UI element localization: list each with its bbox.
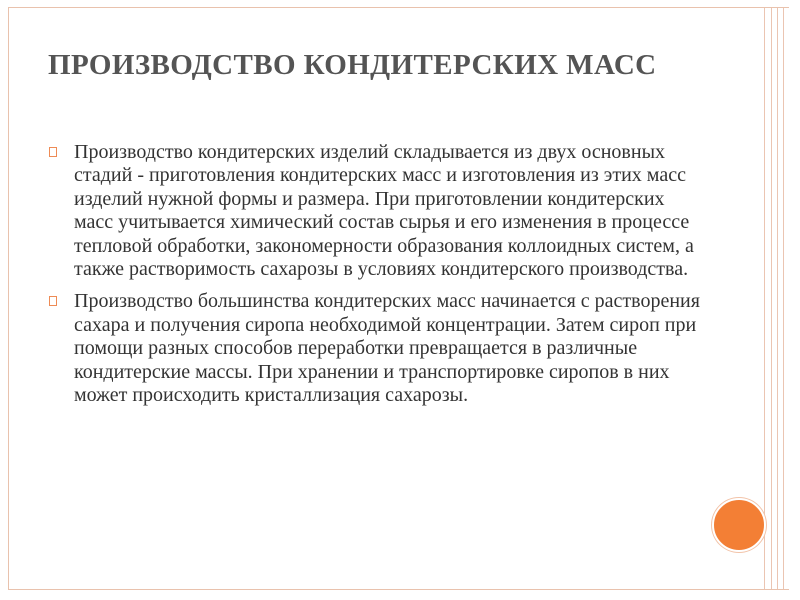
bullet-item	[46, 290, 706, 407]
right-band-line	[783, 8, 784, 589]
bullet-list	[46, 141, 706, 416]
square-bullet-icon	[46, 290, 64, 313]
bullet-text: Производство кондитерских изделий складывается из двух основных стадий - приготовления кондитерских масс и изготовления из этих масс изделий нужной формы и размера. При приготовлении кондитерских масс учитывается химический состав сырья и его изменения в процессе тепловой обработки, закономерности образования коллоидных систем, а также растворимость сахарозы в условиях кондитерского производства.	[74, 141, 694, 281]
square-bullet-icon	[46, 141, 64, 164]
bullet-text: Производство большинства кондитерских масс начинается с растворения сахара и получения сиропа необходимой концентрации. Затем сироп при помощи разных способов переработки превращается в различные кондитерские массы. При хранении и транспортировке сиропов в них может происходить кристаллизация сахарозы.	[74, 290, 700, 407]
slide-title: ПРОИЗВОДСТВО КОНДИТЕРСКИХ МАСС	[48, 49, 657, 81]
orange-circle-icon	[712, 498, 766, 552]
bullet-item	[46, 141, 706, 281]
right-band-line	[771, 8, 772, 589]
right-band-line	[777, 8, 778, 589]
